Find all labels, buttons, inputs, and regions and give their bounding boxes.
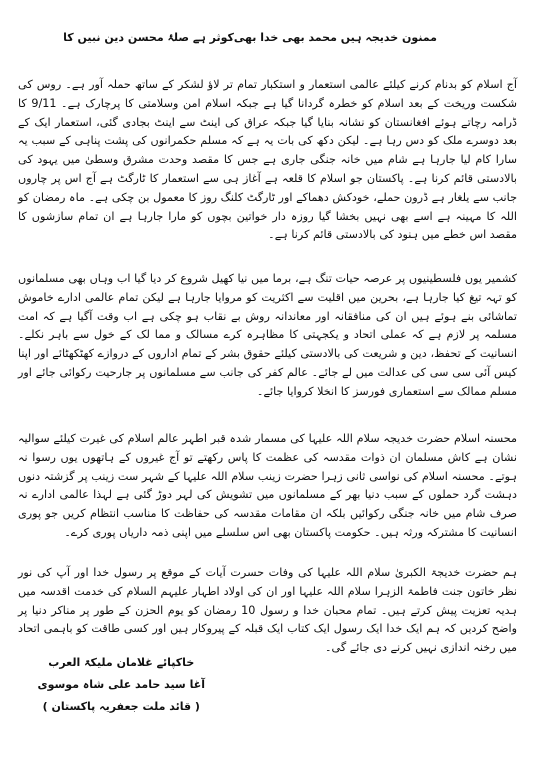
paragraph-1: آج اسلام کو بدنام کرنے کیلئے عالمی استعمار و استکبار تمام تر لاؤ لشکر کے ساتھ حملہ آور ہے۔ روس کی شکست وریخت کے بعد اسلام کو خطرہ گردانا گیا ہے جبکہ اسلام امن وسلامتی کا پرچارک ہے۔ 9/11 کا ڈرامہ رچاتے ہوئے افغانستان کو نشانہ بنایا گیا جبکہ عراق کی اینٹ سے اینٹ بجادی گئی، استعمار ایک کے بعد دوسرے ملک کو دس رہا ہے۔ لیکن دکھ کی بات یہ ہے کہ مسلم حکمرانوں کی پشت پناہی کے سبب یہ سارا کام لیا جارہا ہے شام میں خانہ جنگی جاری ہے جس کا مقصد وحدت مشرق وسطیٰ میں یہود کی بالادستی قائم کرنا ہے۔ پاکستان جو اسلام کا قلعہ ہے آغاز ہی سے استعمار کا ٹارگٹ ہے آج اس پر چاروں جانب سے یلغار ہے ڈرون حملے، خودکش دھماکے اور ٹارگٹ کلنگ روز کا معمول بن چکی ہے۔ ماہ رمضان کو اللہ کا مہینہ ہے اسے بھی نہیں بخشا گیا روزہ دار خواتین بچوں کو مارا جارہا ہے ان تمام سازشوں کا مقصد اس خطے میں ہنود کی بالادستی قائم کرنا ہے۔ xyxy=(18,78,517,242)
signature-title: ( قائد ملت جعفریہ پاکستان ) xyxy=(42,700,200,713)
signature-block xyxy=(38,652,205,718)
signature-line-1: خاکپائے غلامان ملیکۃ العرب xyxy=(48,656,195,669)
paragraph-4: ہم حضرت خدیجۃ الکبریٰ سلام اللہ علیہا کی وفات حسرت آیات کے موقع پر رسول خدا اور آپ کی نور نظر خاتون جنت فاطمۃ الزہرا سلام اللہ علیہا اور ان کی اولاد اطہار علیہم السلام کی خدمت اقدسہ میں ہدیہ تعزیت پیش کرتے ہیں۔ تمام محبان خدا و رسول 10 رمضان کو یوم الحزن کے طور پر مناکر دنیا پر واضح کردیں کہ ہم ایک خدا ایک رسول ایک کتاب ایک قبلہ کے پیروکار ہیں اور کسی طاقت کو باہمی اتحاد میں رخنہ اندازی نہیں کرنے دی جائے گی۔ xyxy=(18,566,517,655)
header-couplet xyxy=(18,26,517,48)
paragraph-2: کشمیر یوں فلسطینیوں پر عرصہ حیات تنگ ہے، برما میں نیا کھیل شروع کر دیا گیا اب وہاں بھی مسلمانوں کو تہہ تیغ کیا جارہا ہے، بحرین میں اقلیت سے اکثریت کو مروایا جارہا ہے لیکن تمام عالمی ادارے خاموش تماشائی بنے ہوئے ہیں ان کی منافقانہ اور معاندانہ روش بے نقاب ہو چکی ہے اب وقت آگیا ہے کہ امت مسلمہ پر لازم ہے کہ عملی اتحاد و یکجہتی کا مظاہرہ کرے مسالک و مما لک کے خول سے باہر نکلے۔ انسانیت کے تحفظ، دین و شریعت کی بالادستی کیلئے حقوق بشر کے تمام اداروں کے دروازے کھٹکھٹائے اور اپنا کیس آئی سی سی کی عدالت میں لے جائے۔ عالم کفر کی جانب سے مسلمانوں پر جارحیت رکوائی جائے اور مسلم ممالک سے استعماری فورسز کا انخلا کروایا جائے۔ xyxy=(18,272,517,398)
signature-name: آغا سید حامد علی شاہ موسوی xyxy=(37,678,205,691)
paragraph-3: محسنہ اسلام حضرت خدیجہ سلام اللہ علیہا کی مسمار شدہ قبر اطہر عالم اسلام کی غیرت کیلئے سوالیہ نشان ہے کاش مسلمان ان ذوات مقدسہ کی عظمت کا پاس رکھتے تو آج غیروں کے ہاتھوں یوں رسوا نہ ہوتے۔ محسنہ اسلام کی نواسی ثانی زہرا حضرت زینب سلام اللہ علیہا کے شہر ست زینب پر گزشتہ دنوں دہشت گرد حملوں کے سبب دنیا بھر کے مسلمانوں میں تشویش کی لہر دوڑ گئی ہے لہذا عالمی ادارے نہ صرف شام میں خانہ جنگی رکوائیں بلکہ ان مقامات مقدسہ کی حفاظت کا مناسب انتظام کریں جو پوری انسانیت کا مشترکہ ورثہ ہیں۔ حکومت پاکستان بھی اس سلسلے میں اپنی ذمہ داریاں پوری کرے۔ xyxy=(18,432,517,539)
couplet-second-half: کوثر ہے صلۂ محسن دین نبیں کا xyxy=(63,30,234,44)
couplet-first-half: ممنون خدیجہ ہیں محمد بھی خدا بھی xyxy=(233,30,437,44)
